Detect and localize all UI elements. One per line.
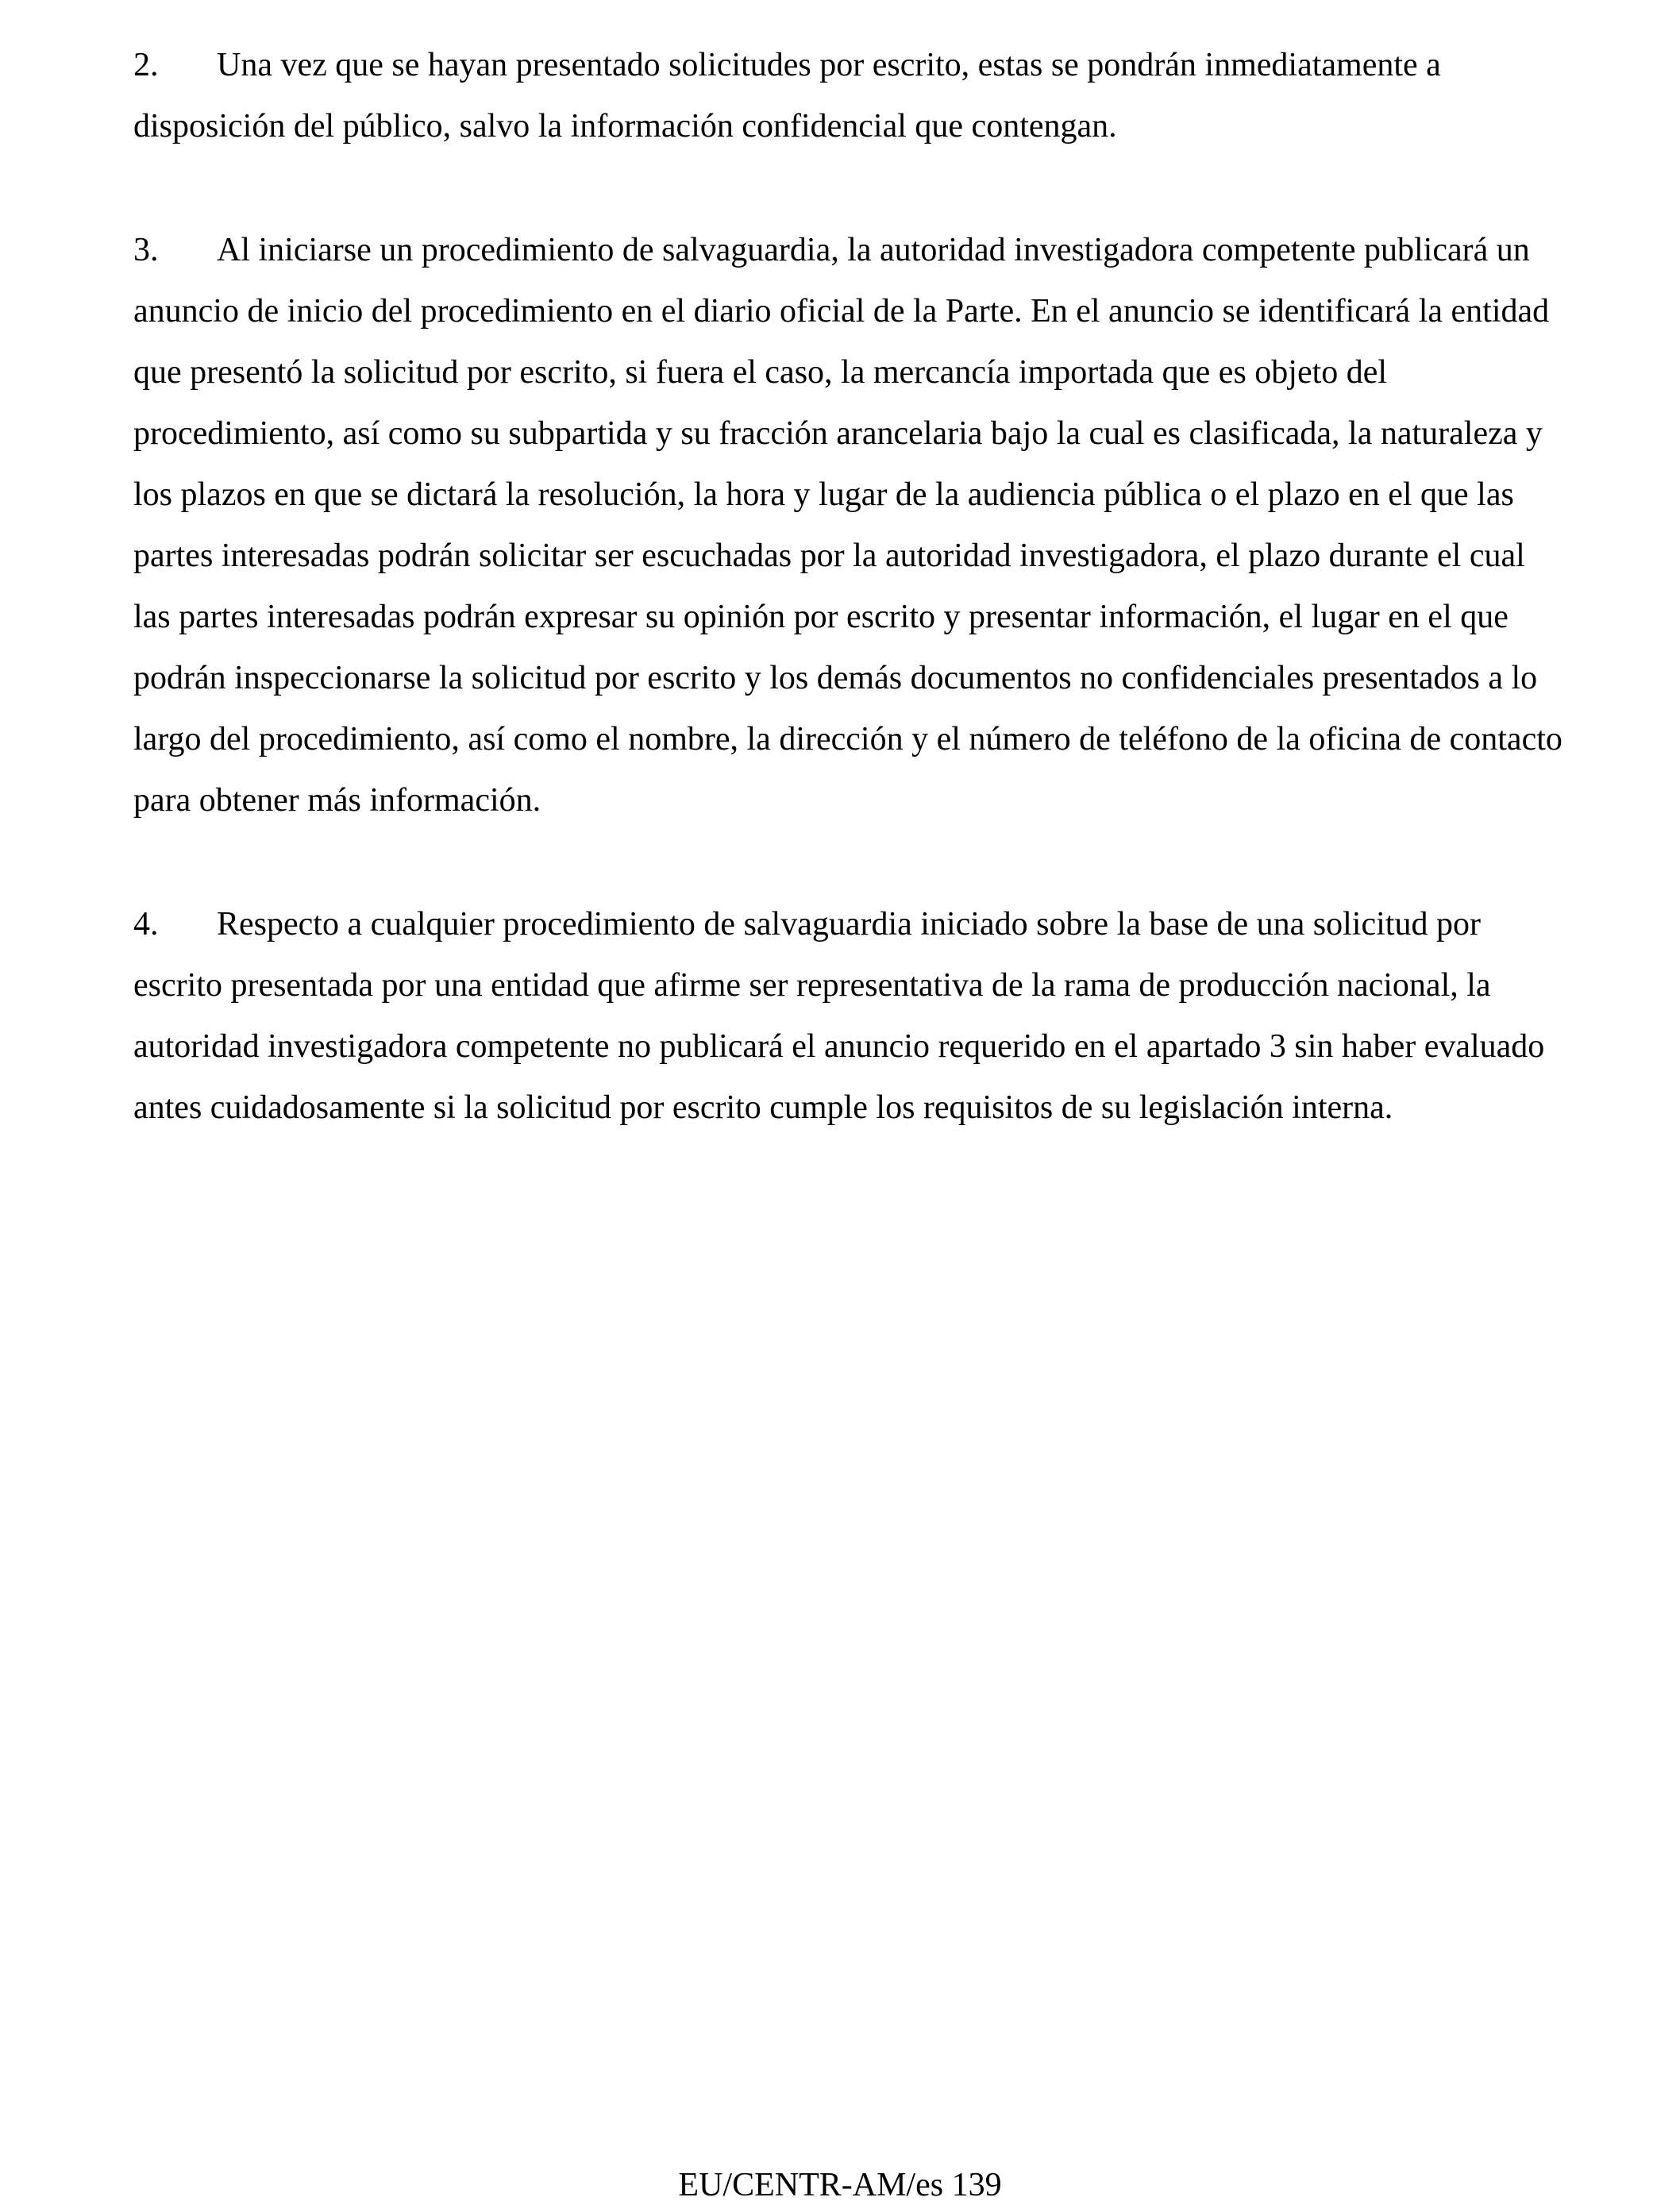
- document-body: [133, 35, 1562, 1201]
- paragraph-text: Respecto a cualquier procedimiento de salvaguardia iniciado sobre la base de una solicitud por escrito presentada por una entidad que afirme ser representativa de la rama de producción nacional, la autoridad investigadora competente no publicará el anuncio requerido en el apartado 3 sin haber evaluado antes cuidadosamente si la solicitud por escrito cumple los requisitos de su legislación interna.: [133, 906, 1545, 1126]
- paragraph-number: 3.: [133, 232, 159, 268]
- paragraph-number: 2.: [133, 47, 159, 83]
- paragraph-2: [133, 35, 1562, 157]
- page-footer-reference: EU/CENTR-AM/es 139: [678, 2167, 1002, 2203]
- paragraph-4: [133, 894, 1562, 1139]
- paragraph-text: Al iniciarse un procedimiento de salvaguardia, la autoridad investigadora competente publicará un anuncio de inicio del procedimiento en el diario oficial de la Parte. En el anuncio se identificará la entidad que presentó la solicitud por escrito, si fuera el caso, la mercancía importada que es objeto del procedimiento, así como su subpartida y su fracción arancelaria bajo la cual es clasificada, la naturaleza y los plazos en que se dictará la resolución, la hora y lugar de la audiencia pública o el plazo en el que las partes interesadas podrán solicitar ser escuchadas por la autoridad investigadora, el plazo durante el cual las partes interesadas podrán expresar su opinión por escrito y presentar información, el lugar en el que podrán inspeccionarse la solicitud por escrito y los demás documentos no confidenciales presentados a lo largo del procedimiento, así como el nombre, la dirección y el número de teléfono de la oficina de contacto para obtener más información.: [133, 232, 1562, 819]
- paragraph-number: 4.: [133, 906, 159, 943]
- paragraph-3: [133, 220, 1562, 831]
- paragraph-text: Una vez que se hayan presentado solicitudes por escrito, estas se pondrán inmediatamente a disposición del público, salvo la información confidencial que contengan.: [133, 47, 1441, 145]
